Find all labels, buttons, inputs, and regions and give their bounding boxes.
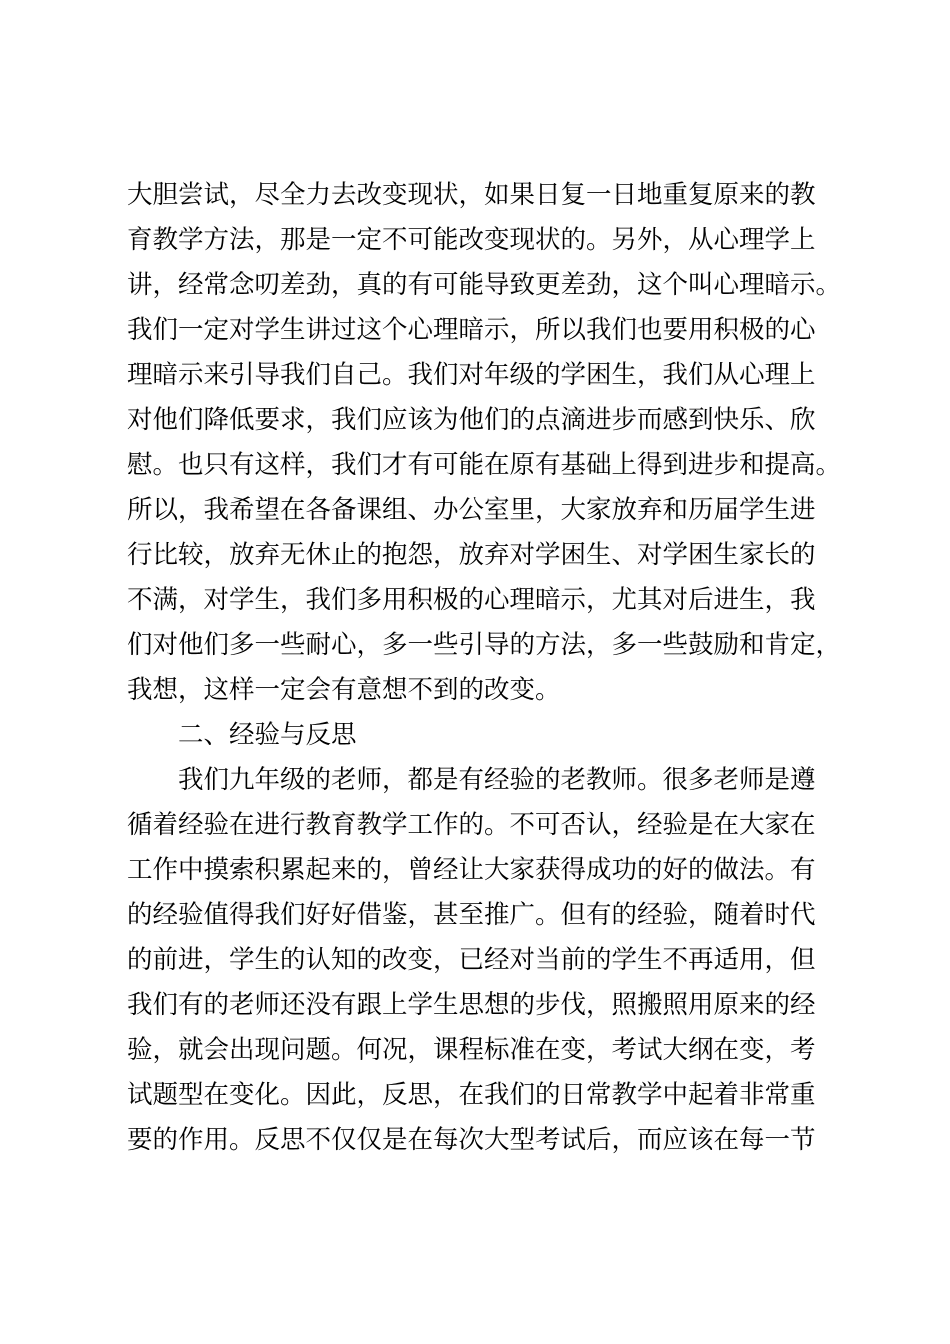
text-line: 我们一定对学生讲过这个心理暗示，所以我们也要用积极的心: [127, 315, 816, 345]
text-line: 所以，我希望在各备课组、办公室里，大家放弃和历届学生进: [127, 495, 816, 525]
body-text: [127, 173, 867, 1163]
text-line: 工作中摸索积累起来的，曾经让大家获得成功的好的做法。有: [127, 855, 816, 885]
text-line: 要的作用。反思不仅仅是在每次大型考试后，而应该在每一节: [127, 1125, 816, 1155]
paragraph-first-line: 我们九年级的老师，都是有经验的老教师。很多老师是遵: [178, 765, 816, 795]
text-line: 大胆尝试，尽全力去改变现状，如果日复一日地重复原来的教: [127, 180, 816, 210]
section-heading: 二、经验与反思: [178, 720, 357, 750]
text-line: 的经验值得我们好好借鉴，甚至推广。但有的经验，随着时代: [127, 900, 816, 930]
text-line: 讲，经常念叨差劲，真的有可能导致更差劲，这个叫心理暗示。: [127, 270, 842, 300]
text-line: 循着经验在进行教育教学工作的。不可否认，经验是在大家在: [127, 810, 816, 840]
text-line: 慰。也只有这样，我们才有可能在原有基础上得到进步和提高。: [127, 450, 842, 480]
text-line: 们对他们多一些耐心，多一些引导的方法，多一些鼓励和肯定，: [127, 630, 842, 660]
text-line: 行比较，放弃无休止的抱怨，放弃对学困生、对学困生家长的: [127, 540, 816, 570]
text-line: 不满，对学生，我们多用积极的心理暗示，尤其对后进生，我: [127, 585, 816, 615]
text-line: 的前进，学生的认知的改变，已经对当前的学生不再适用，但: [127, 945, 816, 975]
text-line: 理暗示来引导我们自己。我们对年级的学困生，我们从心理上: [127, 360, 816, 390]
text-line: 育教学方法，那是一定不可能改变现状的。另外，从心理学上: [127, 225, 816, 255]
text-line: 对他们降低要求，我们应该为他们的点滴进步而感到快乐、欣: [127, 405, 816, 435]
text-line: 验，就会出现问题。何况，课程标准在变，考试大纲在变，考: [127, 1035, 816, 1065]
text-line: 我想，这样一定会有意想不到的改变。: [127, 675, 561, 705]
text-line: 我们有的老师还没有跟上学生思想的步伐，照搬照用原来的经: [127, 990, 816, 1020]
text-line: 试题型在变化。因此，反思，在我们的日常教学中起着非常重: [127, 1080, 816, 1110]
